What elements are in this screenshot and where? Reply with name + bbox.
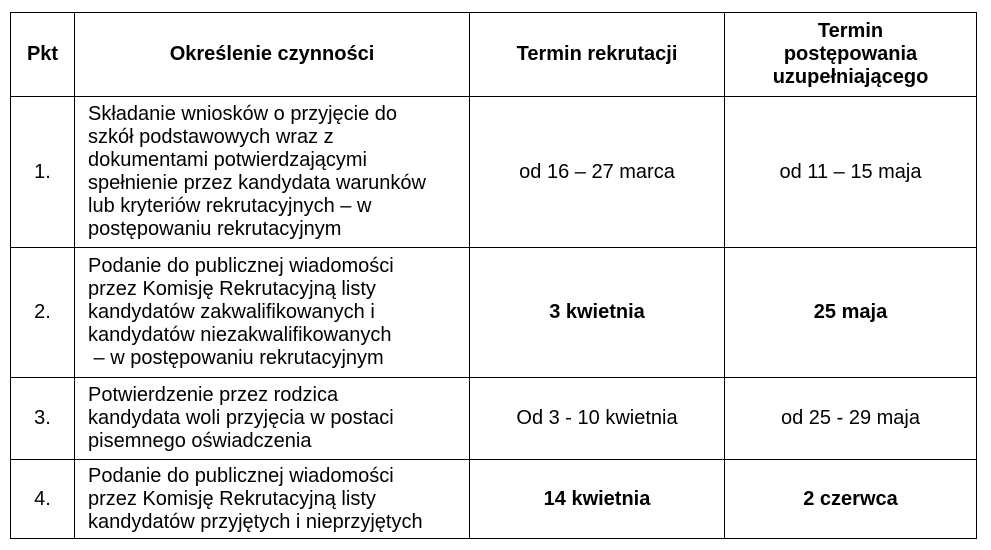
row-recruitment-term: 3 kwietnia [470,248,725,378]
activity-line: pisemnego oświadczenia [88,430,312,452]
table-row [11,248,977,378]
row-activity [75,97,470,248]
row-recruitment-term: od 16 – 27 marca [470,97,725,248]
header-supplementary-line: Termin [817,20,884,42]
activity-line: przez Komisję Rekrutacyjną listy [88,487,376,510]
table-row [11,460,977,539]
row-activity [75,248,470,378]
activity-line: przez Komisję Rekrutacyjną listy [88,278,376,300]
row-recruitment-term: Od 3 - 10 kwietnia [470,378,725,460]
header-activity: Określenie czynności [75,13,470,97]
header-row [11,13,977,97]
activity-line: dokumentami potwierdzającymi [88,149,368,171]
row-activity [75,378,470,460]
activity-line: kandydata woli przyjęcia w postaci [88,407,394,429]
recruitment-schedule-table [10,12,977,539]
row-activity [75,460,470,539]
activity-line: Podanie do publicznej wiadomości [88,255,394,277]
activity-line: spełnienie przez kandydata warunków [88,172,426,194]
activity-line: Potwierdzenie przez rodzica [88,384,339,406]
row-pkt: 1. [11,97,75,248]
row-pkt: 3. [11,378,75,460]
activity-line: lub kryteriów rekrutacyjnych – w [88,195,372,217]
activity-line: postępowaniu rekrutacyjnym [88,218,342,240]
row-supplementary-term: od 11 – 15 maja [725,97,977,248]
row-pkt: 4. [11,460,75,539]
header-recruitment-term: Termin rekrutacji [470,13,725,97]
table-row [11,97,977,248]
row-recruitment-term: 14 kwietnia [470,460,725,539]
row-supplementary-term: 2 czerwca [725,460,977,539]
activity-line: – w postępowaniu rekrutacyjnym [88,347,384,369]
activity-line: kandydatów niezakwalifikowanych [88,324,392,346]
header-supplementary-term [725,13,977,97]
header-pkt: Pkt [11,13,75,97]
activity-line: Podanie do publicznej wiadomości [88,464,394,487]
row-supplementary-term: 25 maja [725,248,977,378]
header-supplementary-line: postępowania [783,43,918,65]
row-pkt: 2. [11,248,75,378]
header-supplementary-line: uzupełniającego [772,66,929,88]
activity-line: Składanie wniosków o przyjęcie do [88,103,398,125]
activity-line: kandydatów zakwalifikowanych i [88,301,375,323]
activity-line: kandydatów przyjętych i nieprzyjętych [88,510,423,533]
row-supplementary-term: od 25 - 29 maja [725,378,977,460]
activity-line: szkół podstawowych wraz z [88,126,334,148]
table-row [11,378,977,460]
